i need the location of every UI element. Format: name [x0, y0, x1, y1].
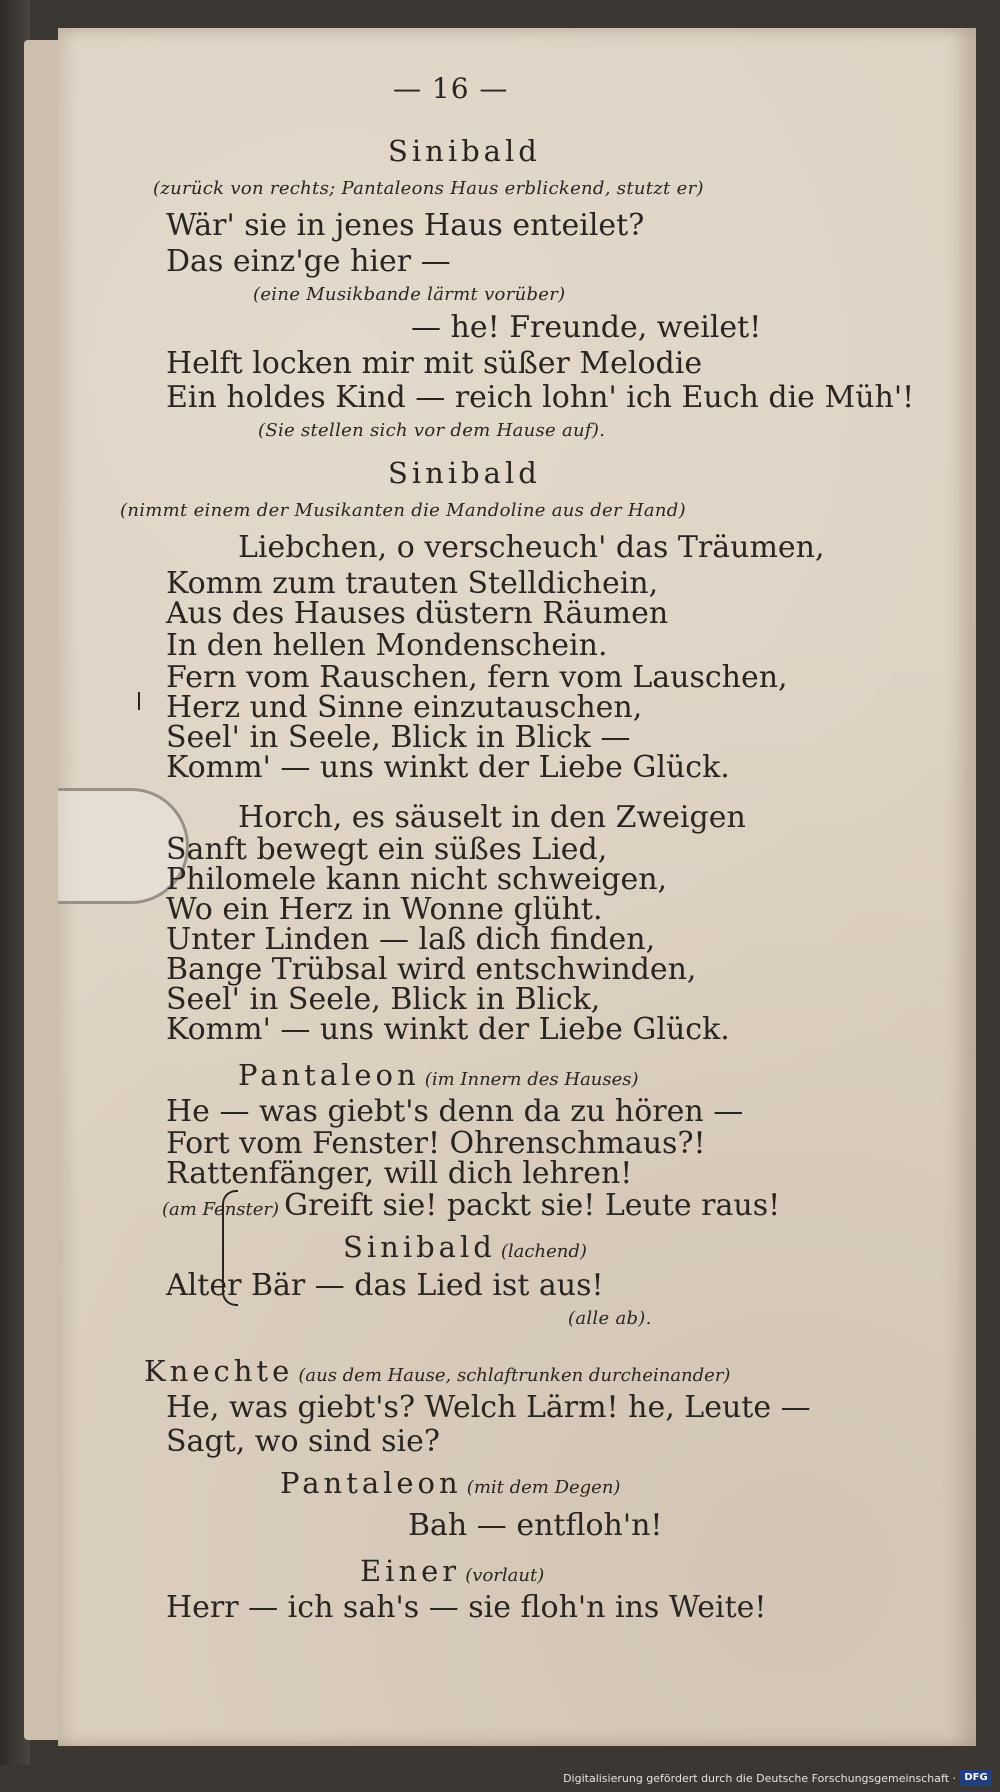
verse-text: Greift sie! packt sie! Leute raus! [284, 1188, 781, 1223]
verse-line: Sagt, wo sind sie? [166, 1424, 440, 1459]
verse-line: Aus des Hauses düstern Räumen [166, 596, 669, 631]
verse-line: Wär' sie in jenes Haus enteilet? [166, 208, 645, 243]
verse-line: Komm' — uns winkt der Liebe Glück. [166, 750, 730, 785]
dfg-logo: DFG [960, 1770, 992, 1786]
verse-line: Rattenfänger, will dich lehren! [166, 1156, 633, 1191]
verse-line: — he! Freunde, weilet! [411, 310, 762, 345]
verse-line: He, was giebt's? Welch Lärm! he, Leute — [166, 1390, 811, 1425]
stage-direction: (im Innern des Hauses) [424, 1069, 639, 1090]
margin-mark [138, 692, 140, 710]
stage-direction: (mit dem Degen) [466, 1477, 621, 1498]
verse-line: Ein holdes Kind — reich lohn' ich Euch die Müh'! [166, 380, 915, 415]
verse-line: In den hellen Mondenschein. [166, 628, 608, 663]
verse-line-with-direction [162, 1188, 780, 1223]
speaker-line [343, 1230, 587, 1264]
stage-direction: (am Fenster) [162, 1199, 280, 1220]
stage-direction: (zurück von rechts; Pantaleons Haus erblickend, stutzt er) [153, 178, 704, 199]
book-page [58, 28, 976, 1746]
verse-line: Seel' in Seele, Blick in Blick — [166, 720, 631, 755]
verse-line: Wo ein Herz in Wonne glüht. [166, 892, 603, 927]
speaker-line [360, 1554, 544, 1588]
verse-line: Komm zum trauten Stelldichein, [166, 566, 659, 601]
stage-direction: (nimmt einem der Musikanten die Mandoline aus der Hand) [120, 500, 686, 521]
stage-direction: (alle ab). [568, 1308, 652, 1329]
verse-line: Helft locken mir mit süßer Melodie [166, 346, 703, 381]
verse-line: Seel' in Seele, Blick in Blick, [166, 982, 601, 1017]
verse-line: Unter Linden — laß dich finden, [166, 922, 656, 957]
verse-line: Herz und Sinne einzutauschen, [166, 690, 643, 725]
stage-direction: (eine Musikbande lärmt vorüber) [253, 284, 566, 305]
stage-direction: (Sie stellen sich vor dem Hause auf). [258, 420, 606, 441]
verse-line: Komm' — uns winkt der Liebe Glück. [166, 1012, 730, 1047]
page-number: — 16 — [393, 72, 509, 105]
verse-line: Bah — entfloh'n! [408, 1508, 663, 1543]
speaker-line [238, 1058, 639, 1092]
speaker-line [280, 1466, 620, 1500]
speaker-pantaleon: Pantaleon [280, 1466, 462, 1500]
verse-line: Bange Trübsal wird entschwinden, [166, 952, 697, 987]
verse-line: Alter Bär — das Lied ist aus! [166, 1268, 604, 1303]
verse-line: Sanft bewegt ein süßes Lied, [166, 832, 608, 867]
speaker-pantaleon: Pantaleon [238, 1058, 420, 1092]
speaker-sinibald: Sinibald [388, 134, 541, 168]
speaker-sinibald: Sinibald [343, 1230, 496, 1264]
stage-direction: (vorlaut) [465, 1565, 545, 1586]
verse-line: Fern vom Rauschen, fern vom Lauschen, [166, 660, 788, 695]
speaker-sinibald: Sinibald [388, 456, 541, 490]
stage-direction: (lachend) [500, 1241, 587, 1262]
stage-direction: (aus dem Hause, schlaftrunken durcheinander) [298, 1365, 731, 1386]
verse-line: Philomele kann nicht schweigen, [166, 862, 668, 897]
verse-line: Fort vom Fenster! Ohrenschmaus?! [166, 1126, 706, 1161]
verse-line: He — was giebt's denn da zu hören — [166, 1094, 744, 1129]
speaker-knechte: Knechte [144, 1354, 294, 1388]
speaker-line [144, 1354, 730, 1388]
funding-notice: Digitalisierung gefördert durch die Deutsche Forschungsgemeinschaft · [563, 1772, 956, 1785]
speaker-einer: Einer [360, 1554, 461, 1588]
verse-line: Das einz'ge hier — [166, 244, 451, 279]
verse-line: Horch, es säuselt in den Zweigen [238, 800, 746, 835]
verse-line: Herr — ich sah's — sie floh'n ins Weite! [166, 1590, 767, 1625]
verse-line: Liebchen, o verscheuch' das Träumen, [238, 530, 825, 565]
